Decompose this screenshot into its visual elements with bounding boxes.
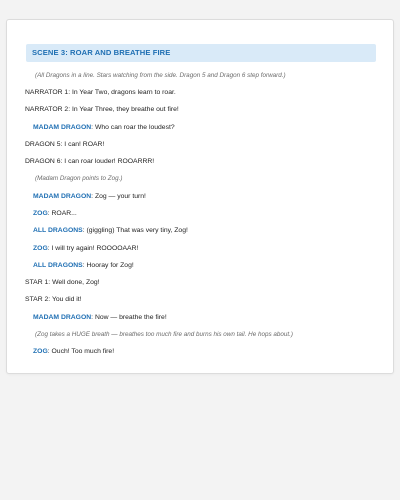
scene-title: SCENE 3: ROAR AND BREATHE FIRE — [32, 48, 171, 57]
dialogue-line — [25, 295, 82, 304]
dialogue-text: I can! ROAR! — [64, 141, 105, 148]
speaker-name: STAR 2 — [25, 296, 49, 303]
dialogue-line — [33, 244, 138, 253]
dialogue-line — [33, 347, 114, 356]
speaker-separator: : — [68, 89, 72, 96]
speaker-name: ZOG — [33, 210, 48, 217]
speaker-separator: : — [91, 124, 95, 131]
stage-direction-text: (Madam Dragon points to Zog.) — [35, 175, 123, 182]
speaker-name: ALL DRAGONS — [33, 262, 83, 269]
stage-direction-text: (Zog takes a HUGE breath — breathes too much fire and burns his own tail. He hops about.) — [35, 331, 293, 338]
speaker-separator: : — [91, 193, 95, 200]
dialogue-text: In Year Three, they breathe out fire! — [71, 106, 179, 113]
stage-direction — [35, 71, 286, 80]
speaker-separator: : — [91, 314, 95, 321]
dialogue-text: Well done, Zog! — [52, 279, 100, 286]
stage-direction — [35, 330, 293, 339]
speaker-name: ALL DRAGONS — [33, 227, 83, 234]
dialogue-text: Now — breathe the fire! — [94, 314, 167, 321]
dialogue-text: I will try again! ROOOOAAR! — [51, 245, 139, 252]
dialogue-text: (giggling) That was very tiny, Zog! — [86, 227, 188, 234]
speaker-name: DRAGON 5 — [25, 141, 61, 148]
dialogue-text: You did it! — [51, 296, 82, 303]
speaker-separator: : — [48, 296, 52, 303]
speaker-name: ZOG — [33, 245, 48, 252]
dialogue-text: Who can roar the loudest? — [94, 124, 175, 131]
dialogue-line — [33, 261, 134, 270]
speaker-name: MADAM DRAGON — [33, 124, 92, 131]
speaker-name: STAR 1 — [25, 279, 49, 286]
speaker-separator: : — [47, 348, 52, 355]
dialogue-line — [25, 278, 100, 287]
dialogue-text: ROAR... — [51, 210, 77, 217]
speaker-name: MADAM DRAGON — [33, 193, 92, 200]
dialogue-line — [33, 313, 167, 322]
dialogue-text: Hooray for Zog! — [86, 262, 134, 269]
dialogue-text: In Year Two, dragons learn to roar. — [71, 89, 176, 96]
speaker-separator: : — [60, 141, 65, 148]
speaker-name: ZOG — [33, 348, 48, 355]
dialogue-line — [33, 209, 77, 218]
scene-header — [26, 44, 376, 62]
dialogue-text: Ouch! Too much fire! — [51, 348, 115, 355]
speaker-name: NARRATOR 1 — [25, 89, 69, 96]
dialogue-text: I can roar louder! ROOARRR! — [64, 158, 155, 165]
dialogue-line — [25, 140, 104, 149]
script-page — [6, 19, 394, 374]
dialogue-line — [25, 105, 179, 114]
dialogue-text: Zog — your turn! — [94, 193, 146, 200]
stage-direction-text: (All Dragons in a line. Stars watching from the side. Dragon 5 and Dragon 6 step forward.) — [35, 72, 286, 79]
stage-direction — [35, 174, 123, 183]
speaker-separator: : — [82, 227, 87, 234]
dialogue-line — [33, 192, 146, 201]
speaker-name: MADAM DRAGON — [33, 314, 92, 321]
speaker-separator: : — [47, 210, 52, 217]
dialogue-line — [25, 88, 176, 97]
speaker-name: DRAGON 6 — [25, 158, 61, 165]
speaker-separator: : — [48, 279, 53, 286]
dialogue-line — [25, 157, 154, 166]
dialogue-line — [33, 226, 188, 235]
speaker-separator: : — [68, 106, 72, 113]
dialogue-line — [33, 123, 175, 132]
speaker-separator: : — [60, 158, 65, 165]
speaker-name: NARRATOR 2 — [25, 106, 69, 113]
speaker-separator: : — [47, 245, 52, 252]
speaker-separator: : — [82, 262, 87, 269]
